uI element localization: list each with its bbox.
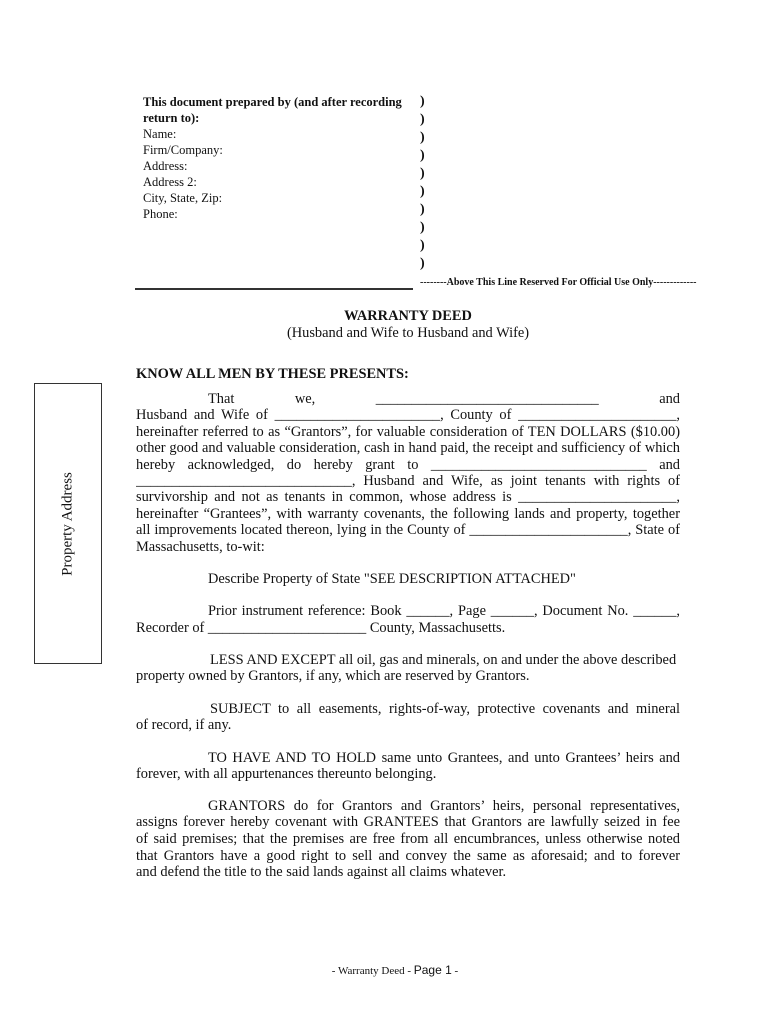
city-state-zip-label: City, State, Zip: bbox=[143, 191, 223, 205]
paragraph-line: of record, if any. bbox=[136, 717, 232, 733]
prepared-by-heading-2: return to): bbox=[143, 111, 200, 125]
paragraph-line: GRANTORS do for Grantors and Grantors’ heirs, personal representatives, bbox=[208, 798, 680, 814]
footer-suffix: - bbox=[451, 965, 459, 977]
property-address-box bbox=[34, 383, 102, 664]
page-footer bbox=[0, 963, 770, 977]
address-field-label: Address: bbox=[143, 159, 188, 173]
paren: ) bbox=[420, 202, 425, 217]
prepared-by-heading: This document prepared by (and after recording bbox=[143, 95, 402, 109]
paragraph-line: property owned by Grantors, if any, which are reserved by Grantors. bbox=[136, 668, 530, 684]
paren: ) bbox=[420, 256, 425, 271]
paragraph-line: ______________________________, Husband and Wife, as joint tenants with rights of bbox=[136, 473, 680, 489]
paren: ) bbox=[420, 94, 425, 109]
firm-field-label: Firm/Company: bbox=[143, 143, 223, 157]
paragraph-line: Recorder of ______________________ County, Massachusetts. bbox=[136, 620, 506, 636]
document-subtitle: (Husband and Wife to Husband and Wife) bbox=[286, 325, 530, 341]
paragraph-line: other good and valuable consideration, cash in hand paid, the receipt and sufficiency of which bbox=[136, 440, 680, 456]
property-address-label: Property Address bbox=[59, 472, 76, 576]
paren: ) bbox=[420, 130, 425, 145]
paragraph-line: TO HAVE AND TO HOLD same unto Grantees, and unto Grantees’ heirs and bbox=[208, 750, 680, 766]
footer-page-number: Page 1 bbox=[413, 963, 452, 977]
paren: ) bbox=[420, 220, 425, 235]
paragraph-line: SUBJECT to all easements, rights-of-way, protective covenants and mineral bbox=[210, 701, 680, 717]
name-field-label: Name: bbox=[143, 127, 177, 141]
paragraph-line: Prior instrument reference: Book ______, Page ______, Document No. ______, bbox=[208, 603, 680, 619]
paragraph-line: assigns forever hereby covenant with GRANTEES that Grantors are lawfully seized in fee bbox=[136, 814, 680, 830]
signature-rule bbox=[135, 288, 413, 290]
paren: ) bbox=[420, 166, 425, 181]
paragraph-line: survivorship and not as tenants in common, whose address is ______________________, bbox=[136, 489, 680, 505]
paragraph-line: and defend the title to the said lands against all claims whatever. bbox=[136, 864, 507, 880]
paragraph-line: That we, _______________________________ and bbox=[208, 391, 680, 407]
paragraph-line: of said premises; that the premises are free from all encumbrances, unless otherwise noted bbox=[136, 831, 680, 847]
document-title: WARRANTY DEED bbox=[344, 308, 472, 324]
paragraph-line: forever, with all appurtenances thereunto belonging. bbox=[136, 766, 437, 782]
paren: ) bbox=[420, 112, 425, 127]
paren: ) bbox=[420, 148, 425, 163]
property-description: Describe Property of State "SEE DESCRIPTION ATTACHED" bbox=[208, 571, 576, 587]
paren: ) bbox=[420, 184, 425, 199]
paragraph-line: Husband and Wife of _______________________, County of ______________________, bbox=[136, 407, 680, 423]
paragraph-line: that Grantors have a good right to sell and convey the same as aforesaid; and to forever bbox=[136, 848, 680, 864]
paragraph-line: Massachusetts, to-wit: bbox=[136, 539, 265, 555]
paragraph-line: hereinafter referred to as “Grantors”, for valuable consideration of TEN DOLLARS ($10.00) bbox=[136, 424, 680, 440]
paragraph-line: hereinafter “Grantees”, with warranty covenants, the following lands and property, together bbox=[136, 506, 680, 522]
paragraph-line: hereby acknowledged, do hereby grant to ______________________________ and bbox=[136, 457, 680, 473]
footer-doc-name: - Warranty Deed - bbox=[331, 965, 414, 977]
phone-field-label: Phone: bbox=[143, 207, 178, 221]
paragraph-line: LESS AND EXCEPT all oil, gas and minerals, on and under the above described bbox=[210, 652, 677, 668]
paren: ) bbox=[420, 238, 425, 253]
official-use-notice: --------Above This Line Reserved For Official Use Only------------- bbox=[420, 277, 697, 288]
paragraph-line: all improvements located thereon, lying in the County of ______________________, State of bbox=[136, 522, 680, 538]
address2-field-label: Address 2: bbox=[143, 175, 197, 189]
know-all-heading: KNOW ALL MEN BY THESE PRESENTS: bbox=[136, 366, 409, 382]
